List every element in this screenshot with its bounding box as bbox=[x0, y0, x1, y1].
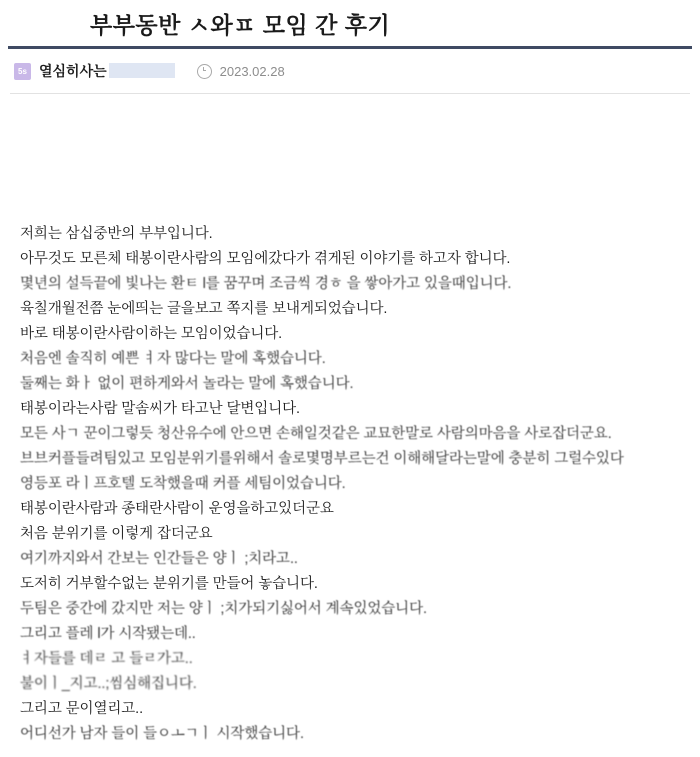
author-name bbox=[39, 61, 175, 81]
body-line: 저희는 삼십중반의 부부입니다. bbox=[20, 226, 213, 242]
body-line: 두팀은 중간에 갔지만 저는 양﻿ㅣ ﻿;치가되기싫어서 계속있었습니다. bbox=[20, 601, 427, 617]
body-line: 그리고 문이열리고.. bbox=[20, 701, 144, 717]
body-line: 육칠개월전쯤 눈에띄는 글을보고 쪽지를 보내게되었습니다. bbox=[20, 301, 388, 317]
body-line: 태봉이란사람과 종태란사람이 운영을하고있더군요 bbox=[20, 501, 334, 517]
body-line: 바로 태봉이란사람이하는 모임이었습니다. bbox=[20, 326, 283, 342]
post-date: 2023.02.28 bbox=[219, 63, 285, 79]
body-line: 그리고 플레 l가 시작됐는데.. bbox=[20, 626, 196, 642]
post-title-bar bbox=[0, 0, 700, 46]
body-line: 태봉이라는사람 말솜씨가 타고난 달변입니다. bbox=[20, 401, 300, 417]
post-body bbox=[0, 94, 700, 747]
author-name-text[interactable]: 열심히사는 bbox=[39, 63, 107, 79]
body-line: 둘째는 화ㅏ 없이 편하게와서 놀라는 말에 혹했습니다. bbox=[20, 376, 354, 392]
body-line: ﻿ㅕ자들를 데ㄹ 고 ﻿들ㄹ가고.. bbox=[20, 651, 193, 667]
author-level-badge-icon: 5s bbox=[14, 63, 31, 80]
clock-icon bbox=[197, 64, 212, 79]
body-line: 몇년의 설득끝에 빛나는 환ㅌ ﻿l를 꿈꾸며 조금씩 경﻿ㅎ 을 쌓아가고 있을때입니다. bbox=[20, 276, 512, 292]
body-line: 아무것도 모른체 태봉이란사람의 모임에갔다가 겪게된 이야기를 하고자 합니다. bbox=[20, 251, 511, 267]
body-line: 어디선가 남자 들이 ﻿들ㅇㅗㄱㅣ 시작했습니다. bbox=[20, 726, 304, 742]
body-line: 영등포 라ㅣ프호텔 도착했을때 커플 세팀이었습니다. bbox=[20, 476, 346, 492]
body-line: 불이﻿ㅣ_지고..﻿;씸심해집니다. bbox=[20, 676, 197, 692]
body-line: 처음 분위기를 이렇게 잡더군요 bbox=[20, 526, 213, 542]
post-meta-row bbox=[0, 49, 700, 93]
author-name-highlight bbox=[109, 63, 175, 78]
body-line: 처음엔 솔직히 예쁜 ﻿ㅕ자 많다는 말에 혹했습니다. bbox=[20, 351, 326, 367]
body-line: 여기까지와서 간보는 인간들은 양ㅣ ﻿;치라고.. bbox=[20, 551, 298, 567]
page-title: 부부동반 ㅅ와ㅍ 모임 간 후기 bbox=[90, 11, 391, 38]
body-line: 도저히 거부할수없는 분위기를 만들어 놓습니다. bbox=[20, 576, 318, 592]
body-line: 모든 사ㄱ 꾼이그렇듯 청산유수에 안으면 손해일것같은 교묘한말로 사람의마음을 사로잡더군요. bbox=[20, 426, 612, 442]
body-line: 브브커플들려팀있고 모임분위기를위해서 솔로몇명부르는건 이해해달라는말에 충분히 그럴수있다 bbox=[20, 451, 624, 467]
